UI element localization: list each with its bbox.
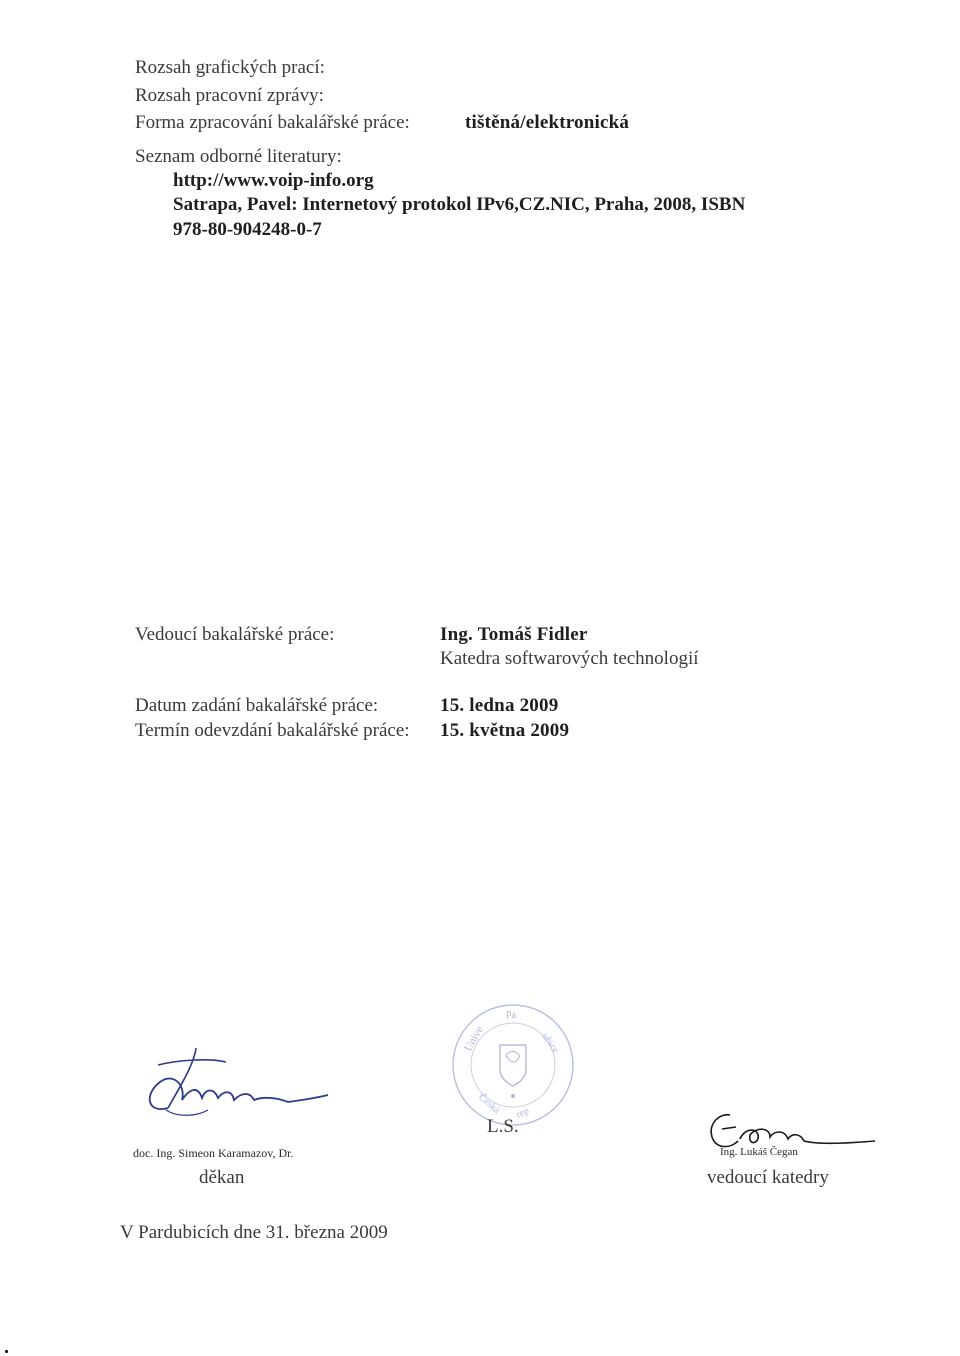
svg-text:Unive: Unive bbox=[462, 1024, 487, 1054]
literature-label: Seznam odborné literatury: bbox=[135, 146, 342, 167]
literature-url: http://www.voip-info.org bbox=[173, 170, 374, 191]
university-stamp bbox=[448, 1000, 578, 1130]
dean-name: doc. Ing. Simeon Karamazov, Dr. bbox=[133, 1146, 294, 1160]
report-scope-label: Rozsah pracovní zprávy: bbox=[135, 85, 324, 106]
deadline-date-label: Termín odevzdání bakalářské práce: bbox=[135, 720, 410, 741]
assigned-date-value: 15. ledna 2009 bbox=[440, 695, 559, 716]
graphics-scope-label: Rozsah grafických prací: bbox=[135, 57, 325, 78]
form-value: tištěná/elektronická bbox=[465, 112, 630, 133]
svg-text:Pa: Pa bbox=[506, 1010, 516, 1021]
deadline-date-value: 15. května 2009 bbox=[440, 720, 570, 741]
head-role: vedoucí katedry bbox=[707, 1167, 829, 1188]
scan-dot bbox=[5, 1350, 8, 1353]
svg-text:rep: rep bbox=[514, 1105, 531, 1121]
place-and-date: V Pardubicích dne 31. března 2009 bbox=[120, 1222, 388, 1243]
head-name: Ing. Lukáš Čegan bbox=[720, 1146, 798, 1158]
form-label: Forma zpracování bakalářské práce: bbox=[135, 112, 410, 133]
supervisor-department: Katedra softwarových technologií bbox=[440, 648, 699, 669]
dean-signature bbox=[138, 1040, 338, 1135]
svg-text:ubice: ubice bbox=[539, 1031, 561, 1056]
supervisor-name: Ing. Tomáš Fidler bbox=[440, 624, 588, 645]
literature-book-line1: Satrapa, Pavel: Internetový protokol IPv6,CZ.NIC, Praha, 2008, ISBN bbox=[173, 194, 746, 215]
supervisor-label: Vedoucí bakalářské práce: bbox=[135, 624, 335, 645]
svg-text:Česká: Česká bbox=[476, 1091, 502, 1117]
stamp-mark: L.S. bbox=[487, 1116, 519, 1137]
assigned-date-label: Datum zadání bakalářské práce: bbox=[135, 695, 379, 716]
literature-book-line2: 978-80-904248-0-7 bbox=[173, 219, 322, 240]
dean-role: děkan bbox=[199, 1167, 245, 1188]
